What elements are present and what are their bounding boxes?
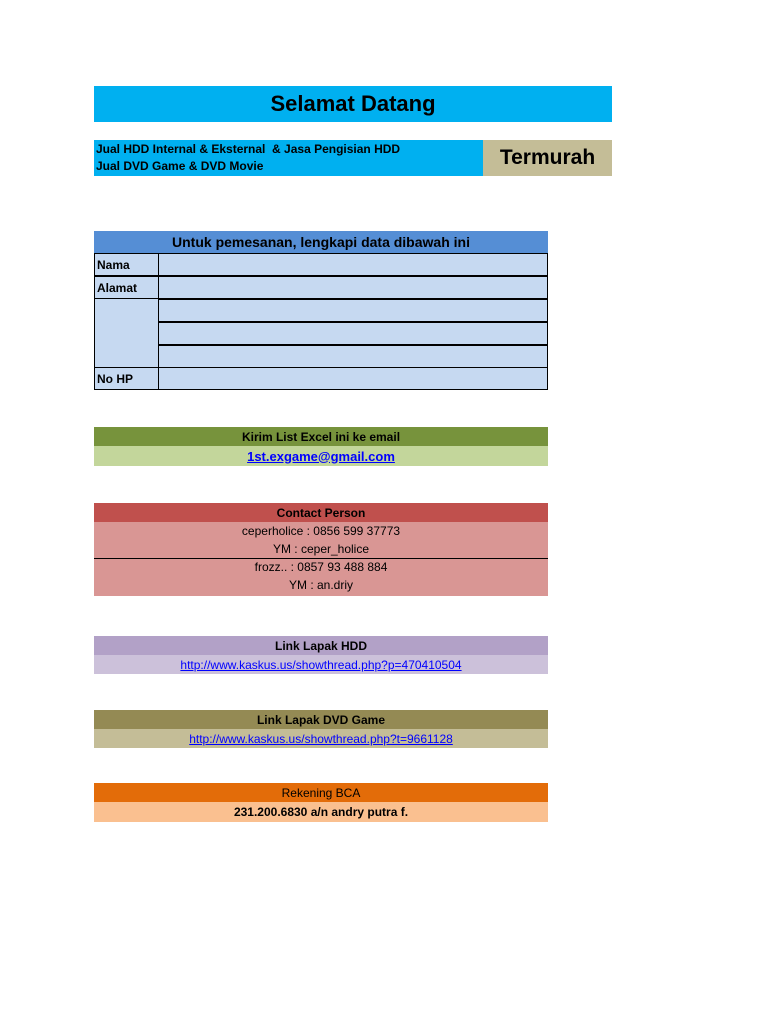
form-label-no-hp: No HP [94, 367, 159, 390]
email-heading-text: Kirim List Excel ini ke email [241, 429, 401, 444]
nama-field[interactable] [159, 253, 548, 276]
alamat-field-1[interactable] [159, 276, 548, 299]
alamat-field-4[interactable] [159, 345, 548, 368]
form-row-alamat-2 [94, 299, 548, 322]
tagline-box [94, 140, 483, 176]
dvd-link-cell [94, 729, 548, 748]
bank-heading-text: Rekening BCA [281, 785, 361, 800]
form-row-alamat-3 [94, 322, 548, 345]
order-form-heading-text: Untuk pemesanan, lengkapi data dibawah ini [172, 234, 470, 250]
hdd-link-heading-text: Link Lapak HDD [274, 638, 367, 653]
bank-account-text: 231.200.6830 a/n andry putra f. [233, 805, 409, 819]
hdd-link-cell [94, 655, 548, 674]
form-row-nama [94, 253, 548, 276]
contact-2-ym: YM : an.driy [288, 578, 354, 592]
form-row-no-hp [94, 367, 548, 390]
form-label-nama: Nama [94, 253, 159, 276]
dvd-link-heading-text: Link Lapak DVD Game [256, 712, 386, 727]
form-row-alamat-4 [94, 345, 548, 368]
contact-1-phone: ceperholice : 0856 599 37773 [241, 524, 401, 538]
form-label-alamat: Alamat [94, 276, 159, 299]
hdd-link[interactable]: http://www.kaskus.us/showthread.php?p=470410504 [180, 657, 462, 672]
bank-account-cell [94, 802, 548, 822]
email-heading [94, 427, 548, 446]
no-hp-field[interactable] [159, 367, 548, 390]
termurah-badge-text: Termurah [499, 146, 596, 169]
contact-divider [94, 558, 548, 559]
hdd-link-heading [94, 636, 548, 655]
contact-body [94, 522, 548, 596]
bank-heading [94, 783, 548, 802]
tagline-line-1: Jual HDD Internal & Eksternal & Jasa Pengisian HDD [96, 142, 401, 156]
page-title-text: Selamat Datang [270, 91, 436, 116]
form-row-alamat [94, 276, 548, 299]
page-title [94, 86, 612, 122]
contact-2-phone: frozz.. : 0857 93 488 884 [254, 560, 388, 574]
email-cell [94, 446, 548, 466]
termurah-badge [483, 140, 612, 176]
alamat-field-3[interactable] [159, 322, 548, 345]
tagline-line-2: Jual DVD Game & DVD Movie [96, 159, 264, 173]
order-form-heading [94, 231, 548, 253]
email-link[interactable]: 1st.exgame@gmail.com [247, 448, 395, 464]
dvd-link-heading [94, 710, 548, 729]
contact-heading-text: Contact Person [276, 505, 366, 520]
contact-heading [94, 503, 548, 522]
alamat-field-2[interactable] [159, 299, 548, 322]
contact-1-ym: YM : ceper_holice [272, 542, 370, 556]
dvd-link[interactable]: http://www.kaskus.us/showthread.php?t=9661128 [189, 731, 453, 746]
